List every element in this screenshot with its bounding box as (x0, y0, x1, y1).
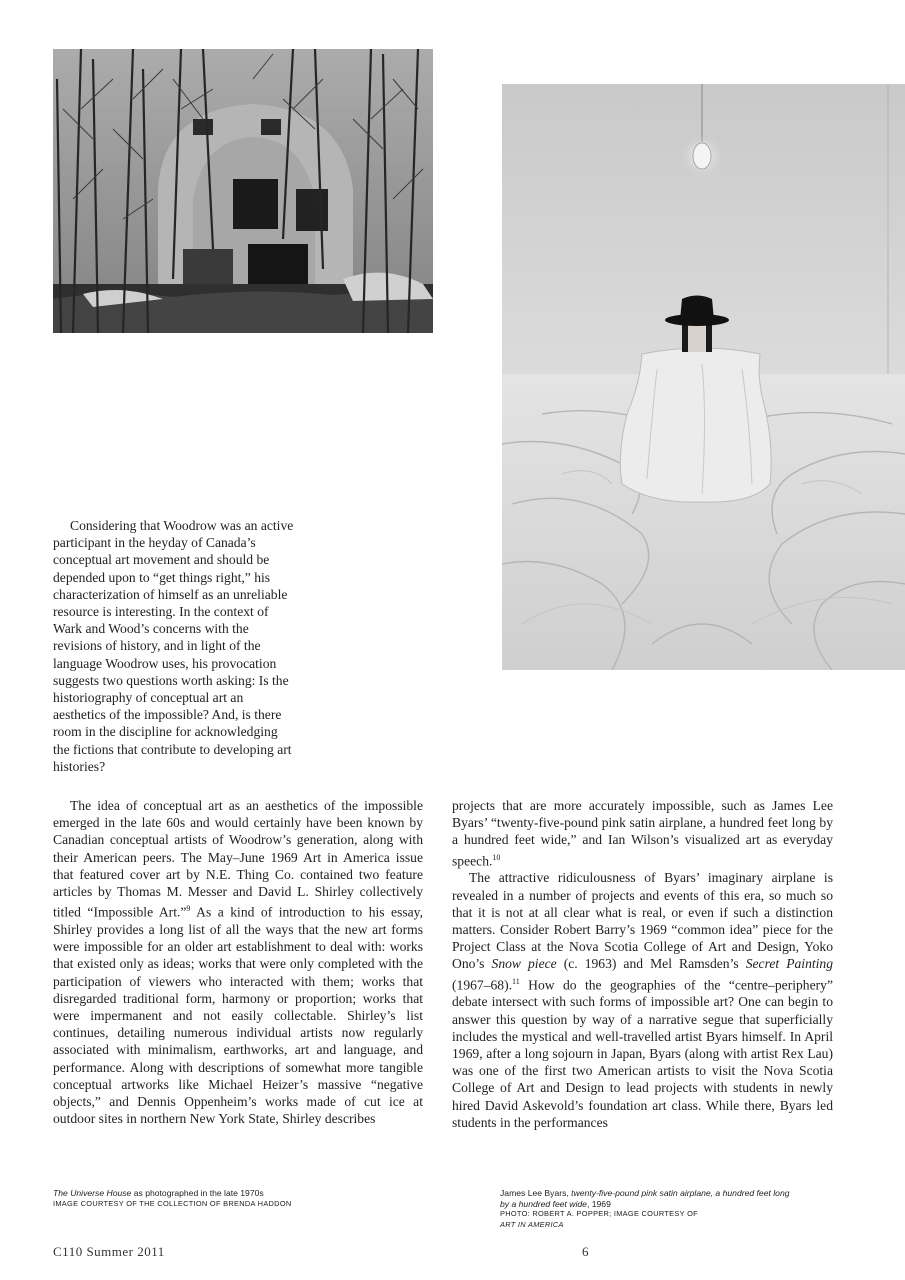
footer-publication: C110 Summer 2011 (53, 1244, 165, 1259)
left-paragraph-text-b: As a kind of introduction to his essay, Shirley provides a long list of all the ways that the new art forms were impossible for an older art establishment to deal with: works that existed only as ideas; works that were only completed with the participation of viewers who interacted with them; works that disregarded traditional form, harmony or proportion; works that were impermanent and not easily collectable. Shirley’s list continues, detailing numerous individual artists now regularly associated with minimalism, earthworks, art and language, and performance. Along with descriptions of somewhat more tangible conceptual artworks like Michael Heizer’s massive “negative objects,” and Dennis Oppenheim’s works made of cut ice at outdoor sites in northern New York State, Shirley describes (53, 904, 423, 1127)
left-paragraph-text-a: The idea of conceptual art as an aesthetics of the impossible emerged in the late 60s and would certainly have been known by Canadian conceptual artists of Woodrow’s generation, along with their American peers. The May–June 1969 Art in America issue that featured cover art by N.E. Thing Co. contained two feature articles by Thomas M. Messer and David L. Shirley collectively titled “Impossible Art.” (53, 798, 423, 920)
caption-byars-artist: James Lee Byars, (500, 1188, 572, 1198)
caption-universe-house (53, 1188, 353, 1209)
intro-paragraph (53, 517, 297, 775)
caption-byars-title (500, 1188, 800, 1209)
left-paragraph (53, 797, 423, 1127)
intro-text: Considering that Woodrow was an active participant in the heyday of Canada’s conceptual art movement and should be depended upon to “get things right,” his characterization of himself as an unreliable resource is interesting. In the context of Wark and Wood’s concerns with the revisions of history, and in light of the language Woodrow uses, his provocation suggests two questions worth asking: Is the historiography of conceptual art an aesthetics of the impossible? And, is there room in the discipline for acknowledging the fictions that contribute to developing art histories? (53, 518, 294, 774)
body-column-right (452, 797, 833, 1131)
universe-house-photo (53, 49, 433, 333)
caption-byars-year: , 1969 (586, 1198, 611, 1209)
caption-byars (500, 1188, 800, 1230)
snow-piece-title: Snow piece (491, 956, 557, 972)
caption-house-rest: as photographed in the late 1970s (131, 1188, 264, 1198)
right-paragraph-2-text-d: How do the geographies of the “centre–periphery” debate intersect with such forms of impossible art? One can begin to answer this question by way of a narrative segue that superficially includes the mystical and well-travelled artist Byars himself. In April 1969, after a long sojourn in Japan, Byars (along with artist Rex Lau) was one of the first two American artists to visit the Nova Scotia College of Art and Design to lead projects with students in newly hired David Askevold’s foundation art class. While there, Byars led students in the performances (452, 977, 833, 1130)
footnote-9: 9 (186, 904, 191, 914)
caption-house-title (53, 1188, 353, 1199)
art-in-america-label: ART IN AMERICA (500, 1219, 564, 1229)
right-paragraph-2-text-a: The attractive ridiculousness of Byars’ imaginary airplane is revealed in a number of projects and events of this era, so much so that it is not at all clear what is real, or even if such a distinction matters. Consider Robert Barry’s 1969 “common idea” piece for the Project Class at the Nova Scotia College of Art and Design, Yoko Ono’s (452, 870, 833, 972)
footnote-10: 10 (492, 852, 501, 862)
caption-byars-credit-italic (500, 1220, 800, 1231)
body-column-left (53, 797, 423, 1127)
page-number: 6 (582, 1244, 589, 1259)
footnote-11: 11 (512, 976, 520, 986)
right-paragraph-1-text: projects that are more accurately impossible, such as James Lee Byars’ “twenty-five-pound pink satin airplane, a hundred feet long by a hundred feet wide,” and Ian Wilson’s visualized art as everyday speech. (452, 798, 833, 869)
right-paragraph-1 (452, 797, 833, 869)
caption-byars-italic: twenty-five-pound pink satin airplane, a hundred feet long by a hundred feet wide (500, 1188, 790, 1209)
caption-house-credit: IMAGE COURTESY OF THE COLLECTION OF BRENDA HADDON (53, 1198, 292, 1208)
right-paragraph-2-text-c: (1967–68). (452, 977, 513, 993)
secret-painting-title: Secret Painting (745, 956, 834, 972)
right-paragraph-2-text-b: (c. 1963) and Mel Ramsden’s (556, 956, 746, 972)
caption-house-italic: The Universe House (53, 1188, 132, 1198)
caption-byars-credit: PHOTO: ROBERT A. POPPER; IMAGE COURTESY OF (500, 1209, 698, 1219)
right-paragraph-2 (452, 869, 833, 1131)
byars-performance-photo (502, 84, 905, 670)
